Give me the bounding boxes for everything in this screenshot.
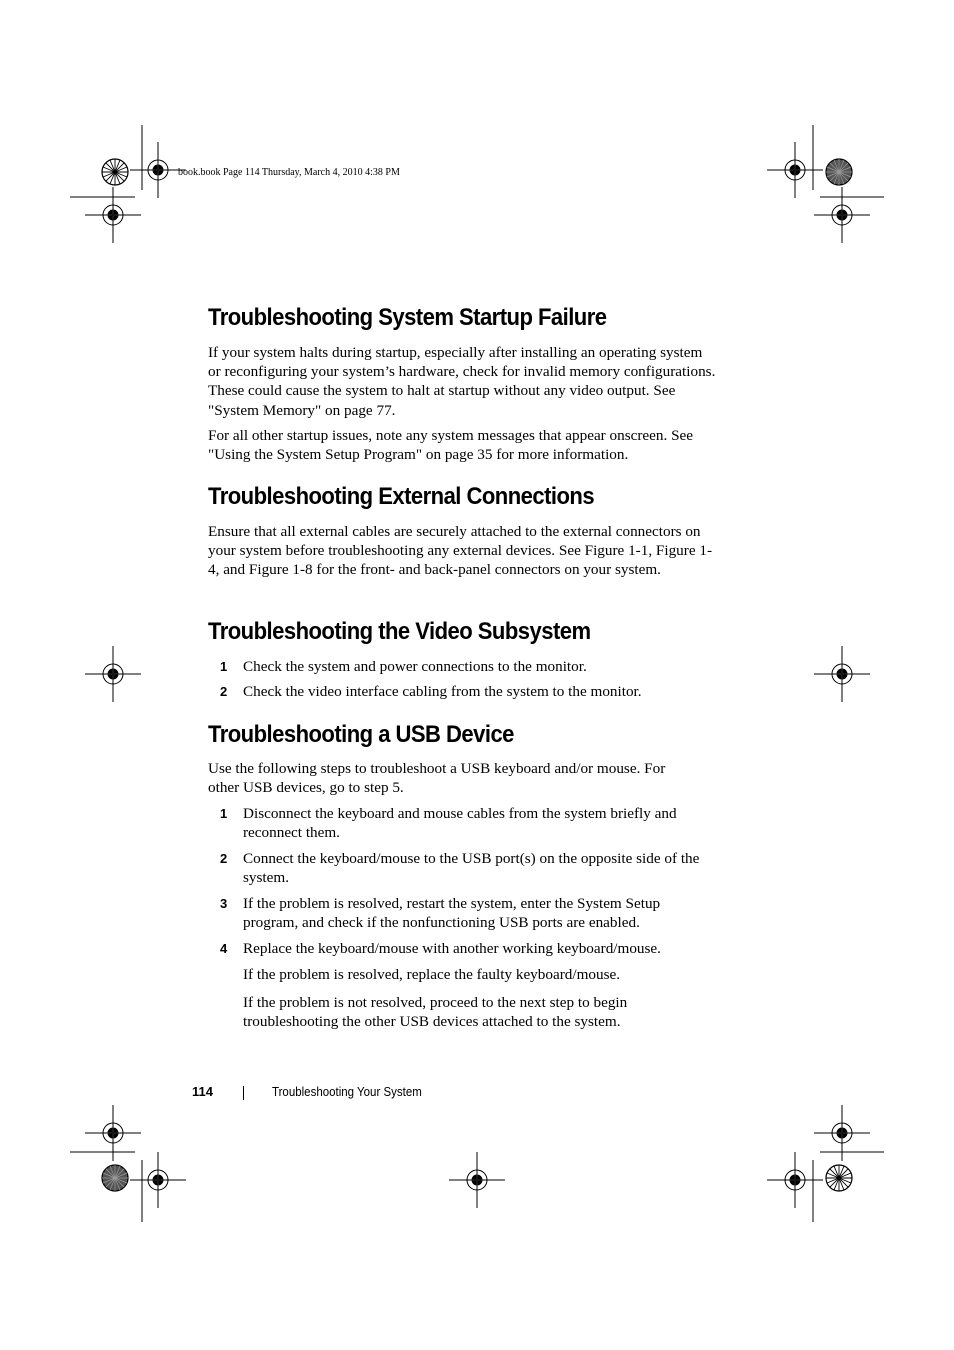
step-note: If the problem is resolved, replace the faulty keyboard/mouse. xyxy=(243,966,621,983)
step-text: Disconnect the keyboard and mouse cables from the system briefly and reconnect them. xyxy=(243,805,677,842)
step-number: 1 xyxy=(220,806,228,821)
step-number: 3 xyxy=(220,896,228,911)
registration-mark-icon xyxy=(449,1152,505,1208)
color-bar-star-icon xyxy=(102,159,128,185)
heading-video-subsystem: Troubleshooting the Video Subsystem xyxy=(208,618,591,645)
color-bar-star-icon xyxy=(826,1165,852,1191)
registration-mark-icon xyxy=(85,187,141,243)
list-item xyxy=(208,849,718,887)
step-number: 4 xyxy=(220,941,228,956)
list-item xyxy=(208,939,718,958)
heading-usb-device: Troubleshooting a USB Device xyxy=(208,721,514,748)
step-note: If the problem is not resolved, proceed to the next step to begin troubleshooting the other USB devices attached to the system. xyxy=(243,994,628,1031)
registration-mark-icon xyxy=(814,646,870,702)
step-text: Check the video interface cabling from the system to the monitor. xyxy=(243,683,642,700)
registration-mark-icon xyxy=(814,187,870,243)
registration-mark-icon xyxy=(85,1105,141,1161)
registration-mark-icon xyxy=(814,1105,870,1161)
heading-external-connections: Troubleshooting External Connections xyxy=(208,483,595,510)
step-number: 1 xyxy=(220,659,228,674)
list-item xyxy=(208,804,718,842)
paragraph: Ensure that all external cables are securely attached to the external connectors on your system before troubleshooting any external devices. See Figure 1-1, Figure 1-4, and Figure 1-8 for the front- and back-panel connectors on your system. xyxy=(208,523,713,579)
footer-divider xyxy=(243,1086,244,1100)
registration-mark-icon xyxy=(767,1152,823,1208)
paragraph: Use the following steps to troubleshoot a USB keyboard and/or mouse. For other USB devices, go to step 5. xyxy=(208,760,666,797)
running-footer-title: Troubleshooting Your System xyxy=(272,1085,422,1099)
heading-startup-failure: Troubleshooting System Startup Failure xyxy=(208,304,607,331)
step-text: Check the system and power connections to the monitor. xyxy=(243,658,587,675)
paragraph: If your system halts during startup, especially after installing an operating system or reconfiguring your system’s hardware, check for invalid memory configurations. These could cause the system to halt at startup without any video output. See "System Memory" on page 77. xyxy=(208,344,716,419)
step-number: 2 xyxy=(220,684,228,699)
list-item xyxy=(208,657,718,676)
page-number: 114 xyxy=(192,1084,213,1099)
print-slug: book.book Page 114 Thursday, March 4, 2010 4:38 PM xyxy=(178,167,400,178)
list-item xyxy=(208,682,718,701)
registration-mark-icon xyxy=(130,1152,186,1208)
list-item xyxy=(208,894,718,932)
registration-mark-icon xyxy=(767,142,823,198)
step-text: Connect the keyboard/mouse to the USB port(s) on the opposite side of the system. xyxy=(243,850,700,887)
step-number: 2 xyxy=(220,851,228,866)
paragraph: For all other startup issues, note any system messages that appear onscreen. See "Using the System Setup Program" on page 35 for more information. xyxy=(208,427,694,464)
step-text: If the problem is resolved, restart the system, enter the System Setup program, and check if the nonfunctioning USB ports are enabled. xyxy=(243,895,661,932)
step-text: Replace the keyboard/mouse with another working keyboard/mouse. xyxy=(243,940,661,957)
registration-mark-icon xyxy=(85,646,141,702)
color-bar-star-icon xyxy=(102,1165,128,1191)
color-bar-star-icon xyxy=(826,159,852,185)
